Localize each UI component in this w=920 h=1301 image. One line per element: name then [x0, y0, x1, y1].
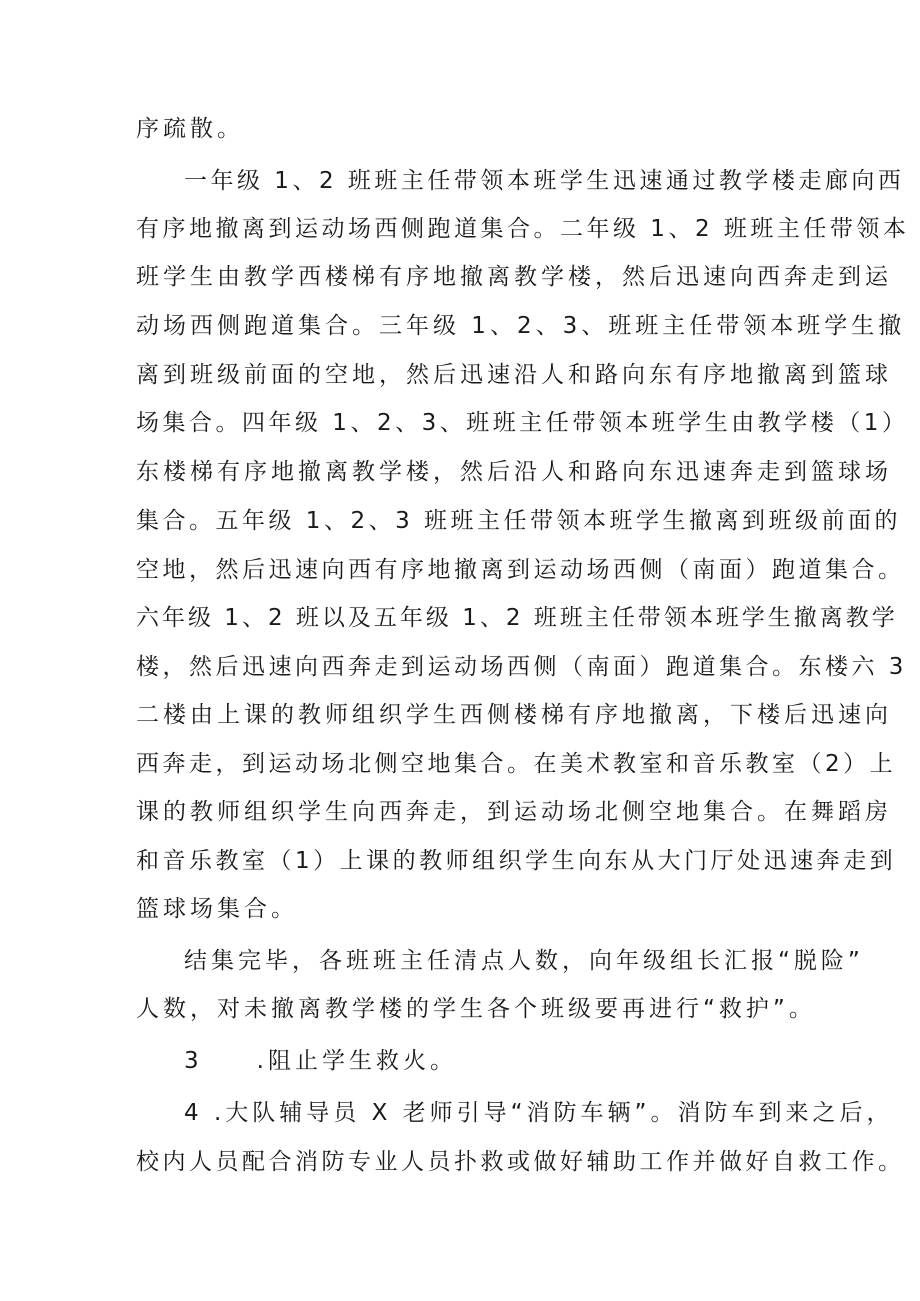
paragraph-first-line: 结集完毕，各班班主任清点人数，向年级组长汇报“脱险”: [184, 948, 864, 974]
text-line: 西奔走，到运动场北侧空地集合。在美术教室和音乐教室（2）上: [136, 751, 897, 777]
text-line: 离到班级前面的空地，然后迅速沿人和路向东有序地撤离到篮球: [136, 362, 892, 388]
text-line: 和音乐教室（1）上课的教师组织学生向东从大门厅处迅速奔走到: [136, 848, 897, 874]
text-line: 校内人员配合消防专业人员扑救或做好辅助工作并做好自救工作。: [136, 1149, 905, 1175]
text-line: 二楼由上课的教师组织学生西侧楼梯有序地撤离，下楼后迅速向: [136, 702, 892, 728]
text-line: 序疏散。: [136, 116, 244, 142]
text-line: 人数，对未撤离教学楼的学生各个班级要再进行“救护”。: [136, 996, 816, 1022]
text-line: 集合。五年级 1、2、3 班班主任带领本班学生撤离到班级前面的: [136, 508, 902, 534]
paragraph-first-line: 一年级 1、2 班班主任带领本班学生迅速通过教学楼走廊向西: [184, 168, 905, 194]
text-line: 楼，然后迅速向西奔走到运动场西侧（南面）跑道集合。东楼六 3: [136, 654, 907, 680]
text-line: 课的教师组织学生向西奔走，到运动场北侧空地集合。在舞蹈房: [136, 799, 892, 825]
list-item: 4 .大队辅导员 X 老师引导“消防车辆”。消防车到来之后，: [184, 1100, 894, 1126]
text-line: 东楼梯有序地撤离教学楼，然后沿人和路向东迅速奔走到篮球场: [136, 459, 892, 485]
text-line: 空地，然后迅速向西有序地撤离到运动场西侧（南面）跑道集合。: [136, 557, 905, 583]
text-line: 动场西侧跑道集合。三年级 1、2、3、班班主任带领本班学生撤: [136, 313, 906, 339]
list-item: 3 .阻止学生救火。: [184, 1048, 457, 1074]
text-line: 有序地撤离到运动场西侧跑道集合。二年级 1、2 班班主任带领本: [136, 216, 910, 242]
text-line: 场集合。四年级 1、2、3、班班主任带领本班学生由教学楼（1）: [136, 410, 909, 436]
text-line: 班学生由教学西楼梯有序地撤离教学楼，然后迅速向西奔走到运: [136, 264, 892, 290]
text-line: 六年级 1、2 班以及五年级 1、2 班班主任带领本班学生撤离教学: [136, 605, 898, 631]
text-line: 篮球场集合。: [136, 896, 298, 922]
